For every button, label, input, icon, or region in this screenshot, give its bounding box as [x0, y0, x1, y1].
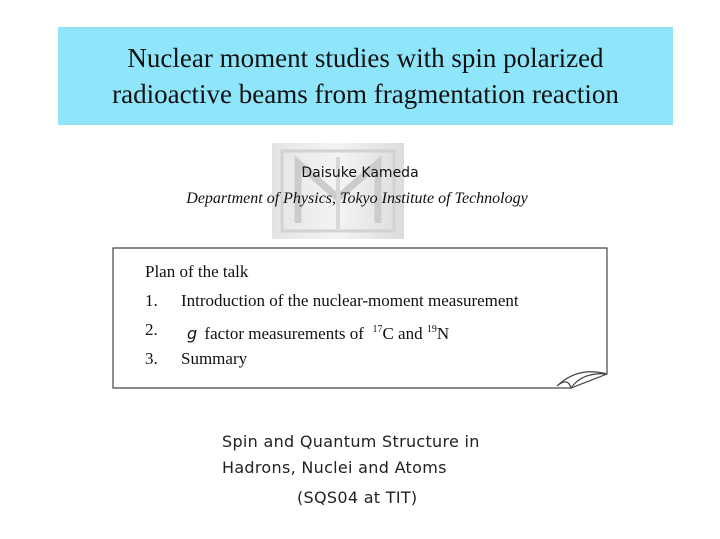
conference-line-3: (SQS04 at TIT): [297, 488, 418, 507]
plan-item-text: Summary: [181, 349, 248, 368]
conference-line-2: Hadrons, Nuclei and Atoms: [222, 458, 447, 477]
plan-item-2: [145, 317, 519, 346]
author-name: Daisuke Kameda: [301, 165, 419, 181]
conference-line-1: Spin and Quantum Structure in: [222, 432, 480, 451]
plan-item-2-text: factor measurements of: [200, 324, 369, 343]
plan-item-number: 1.: [145, 291, 158, 310]
plan-item-number: 3.: [145, 349, 158, 368]
title-line-2: radioactive beams from fragmentation reaction: [112, 79, 619, 109]
conjunction-and: and: [393, 324, 427, 343]
conference-info: [222, 429, 480, 511]
mass-number-nitrogen: 19: [426, 324, 437, 335]
talk-plan: [145, 260, 519, 375]
plan-item-1: [145, 288, 519, 317]
mass-number-carbon: 17: [372, 324, 383, 335]
plan-item-3: [145, 346, 519, 375]
g-factor-symbol: g: [187, 324, 198, 343]
title-line-1: Nuclear moment studies with spin polarized: [127, 43, 604, 73]
plan-item-text: Introduction of the nuclear-moment measurement: [181, 291, 519, 310]
element-nitrogen: N: [436, 324, 450, 343]
plan-heading: Plan of the talk: [145, 262, 249, 281]
plan-item-number: 2.: [145, 320, 158, 339]
plan-item-text: [181, 317, 449, 346]
author-affiliation: Department of Physics, Tokyo Institute of Technology: [186, 190, 528, 207]
element-carbon: C: [382, 324, 394, 343]
